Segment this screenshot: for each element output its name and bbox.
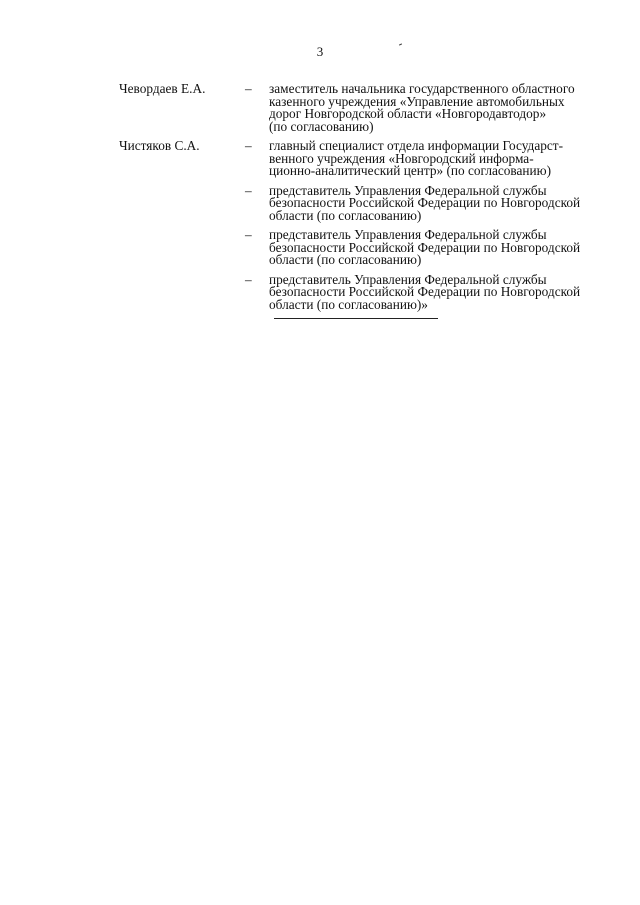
member-entry-4 xyxy=(119,229,599,267)
position-line: казенного учреждения «Управление автомобильных xyxy=(269,93,565,109)
position-line: безопасности Российской Федерации по Новгородской xyxy=(269,195,581,210)
position-line: главный специалист отдела информации Государст- xyxy=(269,138,564,153)
dash-separator: – xyxy=(245,182,252,198)
position-line: представитель Управления Федеральной службы xyxy=(269,182,547,198)
position-line: области (по согласованию) xyxy=(269,207,422,223)
member-entry-2 xyxy=(119,140,599,178)
position-line: представитель Управления Федеральной службы xyxy=(269,271,547,287)
position-line: области (по согласованию) xyxy=(269,252,422,267)
member-entry-5 xyxy=(119,271,599,312)
member-position xyxy=(269,182,599,223)
member-position xyxy=(269,140,599,178)
position-line: представитель Управления Федеральной службы xyxy=(269,227,547,242)
member-position xyxy=(269,83,599,133)
member-name: Чистяков С.А. xyxy=(119,138,200,153)
position-line: венного учреждения «Новгородский информа- xyxy=(269,150,534,166)
position-line: ционно-аналитический центр» (по согласованию) xyxy=(269,163,552,178)
page-number: 3 xyxy=(316,44,324,59)
member-entry-1 xyxy=(119,83,599,133)
position-line: (по согласованию) xyxy=(269,118,374,134)
dash-separator: – xyxy=(245,138,252,153)
position-line: безопасности Российской Федерации по Новгородской xyxy=(269,284,581,299)
position-line: безопасности Российской Федерации по Новгородской xyxy=(269,239,581,255)
member-entry-3 xyxy=(119,182,599,223)
dash-separator: – xyxy=(245,227,252,242)
position-line: области (по согласованию)» xyxy=(269,296,428,312)
dash-separator: – xyxy=(245,271,252,287)
end-of-list-rule xyxy=(274,318,438,319)
position-line: дорог Новгородской области «Новгородавтодор» xyxy=(269,106,547,121)
position-line: заместитель начальника государственного областного xyxy=(269,81,575,96)
member-position xyxy=(269,229,599,267)
committee-member-list xyxy=(119,83,599,318)
dash-separator: – xyxy=(245,81,252,96)
member-name: Чевордаев Е.А. xyxy=(119,81,206,96)
member-position xyxy=(269,271,599,312)
